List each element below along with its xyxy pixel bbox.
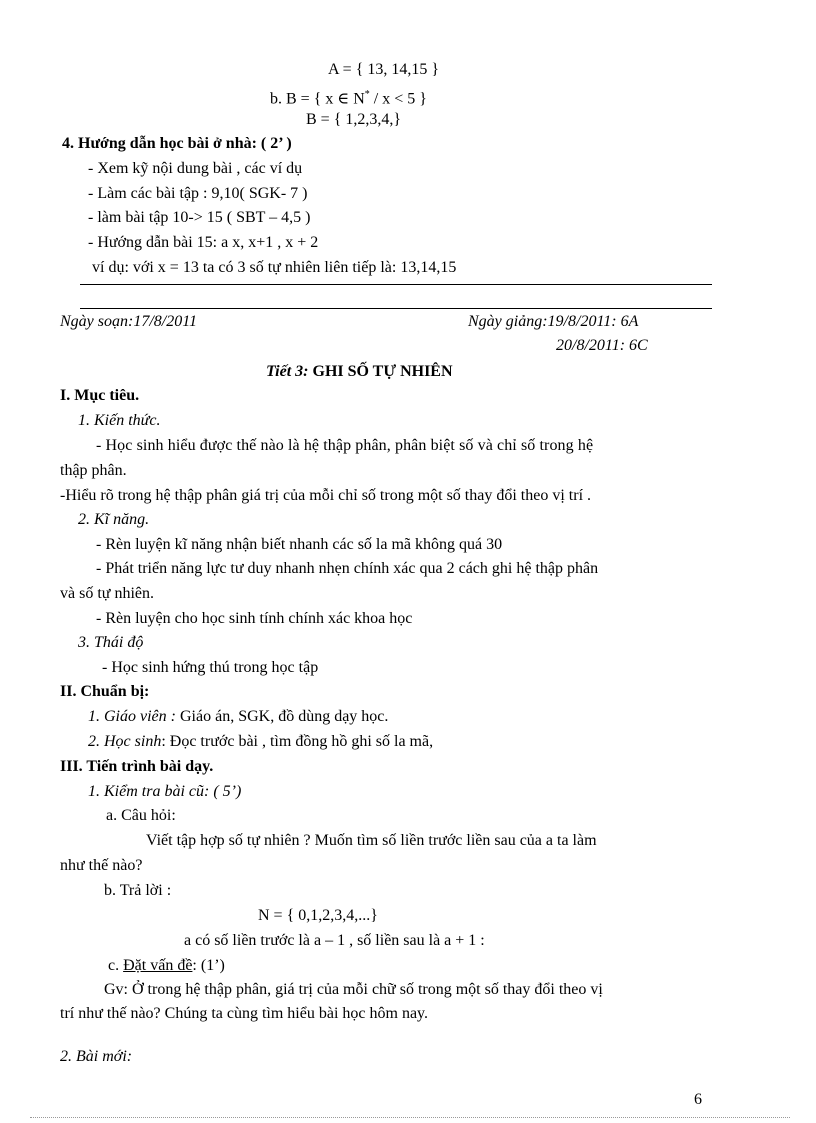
teach-date-6c: 20/8/2011: 6C [556,337,648,354]
set-a-line: A = { 13, 14,15 } [328,61,440,78]
set-b-rest: / x < 5 } [369,90,427,108]
skill-item: - Phát triển năng lực tư duy nhanh nhẹn chính xác qua 2 cách ghi hệ thập phân [96,560,599,577]
lesson-period: Tiết 3: [266,363,309,380]
intro-text-cont: trí như thế nào? Chúng ta cùng tìm hiểu bài học hôm nay. [60,1005,428,1022]
homework-item: - làm bài tập 10-> 15 ( SBT – 4,5 ) [88,209,311,226]
homework-heading: 4. Hướng dẫn học bài ở nhà: ( 2’ ) [62,135,292,152]
answer-set: N = { 0,1,2,3,4,...} [258,907,378,924]
section-2-heading: II. Chuẩn bị: [60,683,150,700]
prep-date: Ngày soạn:17/8/2011 [60,313,198,330]
section-3-heading: III. Tiến trình bài dạy. [60,758,214,775]
footer-dotted-line [30,1117,790,1118]
intro-suffix: : (1’) [192,957,225,974]
teach-date-6a: Ngày giảng:19/8/2011: 6A [468,313,639,330]
knowledge-item-cont: thập phân. [60,462,127,479]
intro-label-text: Đặt vấn đề [123,957,193,974]
new-lesson-heading: 2. Bài mới: [60,1048,133,1065]
section-1-heading: I. Mục tiêu. [60,387,140,404]
knowledge-heading: 1. Kiến thức. [78,412,161,429]
question-text: Viết tập hợp số tự nhiên ? Muốn tìm số liền trước liền sau của a ta làm [146,832,597,849]
skill-heading: 2. Kĩ năng. [78,511,150,528]
check-heading: 1. Kiểm tra bài cũ: ( 5’) [88,783,242,800]
page-number: 6 [694,1091,702,1108]
homework-item: - Xem kỹ nội dung bài , các ví dụ [88,160,303,177]
skill-item: - Rèn luyện cho học sinh tính chính xác khoa học [96,610,413,627]
teacher-prep [88,707,388,727]
question-text-cont: như thế nào? [60,857,143,874]
set-b-list: B = { 1,2,3,4,} [306,111,402,128]
answer-label: b. Trả lời : [104,882,172,899]
teacher-text: Giáo án, SGK, đồ dùng dạy học. [175,708,389,725]
question-label: a. Câu hỏi: [106,807,176,824]
homework-item: - Hướng dẫn bài 15: a x, x+1 , x + 2 [88,234,319,251]
answer-text: a có số liền trước là a – 1 , số liền sau là a + 1 : [184,932,485,949]
intro-text: Gv: Ở trong hệ thập phân, giá trị của mỗi chữ số trong một số thay đổi theo vị [104,981,603,998]
student-label: 2. Học sinh [88,733,162,750]
set-b-superscript: * [364,89,370,100]
skill-item: - Rèn luyện kĩ năng nhận biết nhanh các số la mã không quá 30 [96,536,503,553]
knowledge-item: - Học sinh hiểu được thế nào là hệ thập phân, phân biệt số và chỉ số trong hệ [96,437,594,454]
separator-line [80,308,712,309]
teacher-label: 1. Giáo viên : [88,708,176,725]
lesson-title [266,362,453,382]
intro-label [108,956,225,976]
lesson-name: GHI SỐ TỰ NHIÊN [308,363,453,380]
attitude-item: - Học sinh hứng thú trong học tập [102,659,319,676]
skill-item-cont: và số tự nhiên. [60,585,154,602]
homework-example: ví dụ: với x = 13 ta có 3 số tự nhiên liên tiếp là: 13,14,15 [92,259,457,276]
student-prep [88,732,433,752]
separator-line [80,284,712,285]
set-b-definition [270,85,427,109]
student-text: : Đọc trước bài , tìm đồng hồ ghi số la mã, [161,733,434,750]
set-b-label: b. B = { x ∈ N [270,90,365,108]
attitude-heading: 3. Thái độ [78,634,144,651]
homework-item: - Làm các bài tập : 9,10( SGK- 7 ) [88,185,308,202]
knowledge-item: -Hiểu rõ trong hệ thập phân giá trị của mỗi chỉ số trong một số thay đổi theo vị trí . [60,487,592,504]
intro-prefix: c. [108,957,124,974]
